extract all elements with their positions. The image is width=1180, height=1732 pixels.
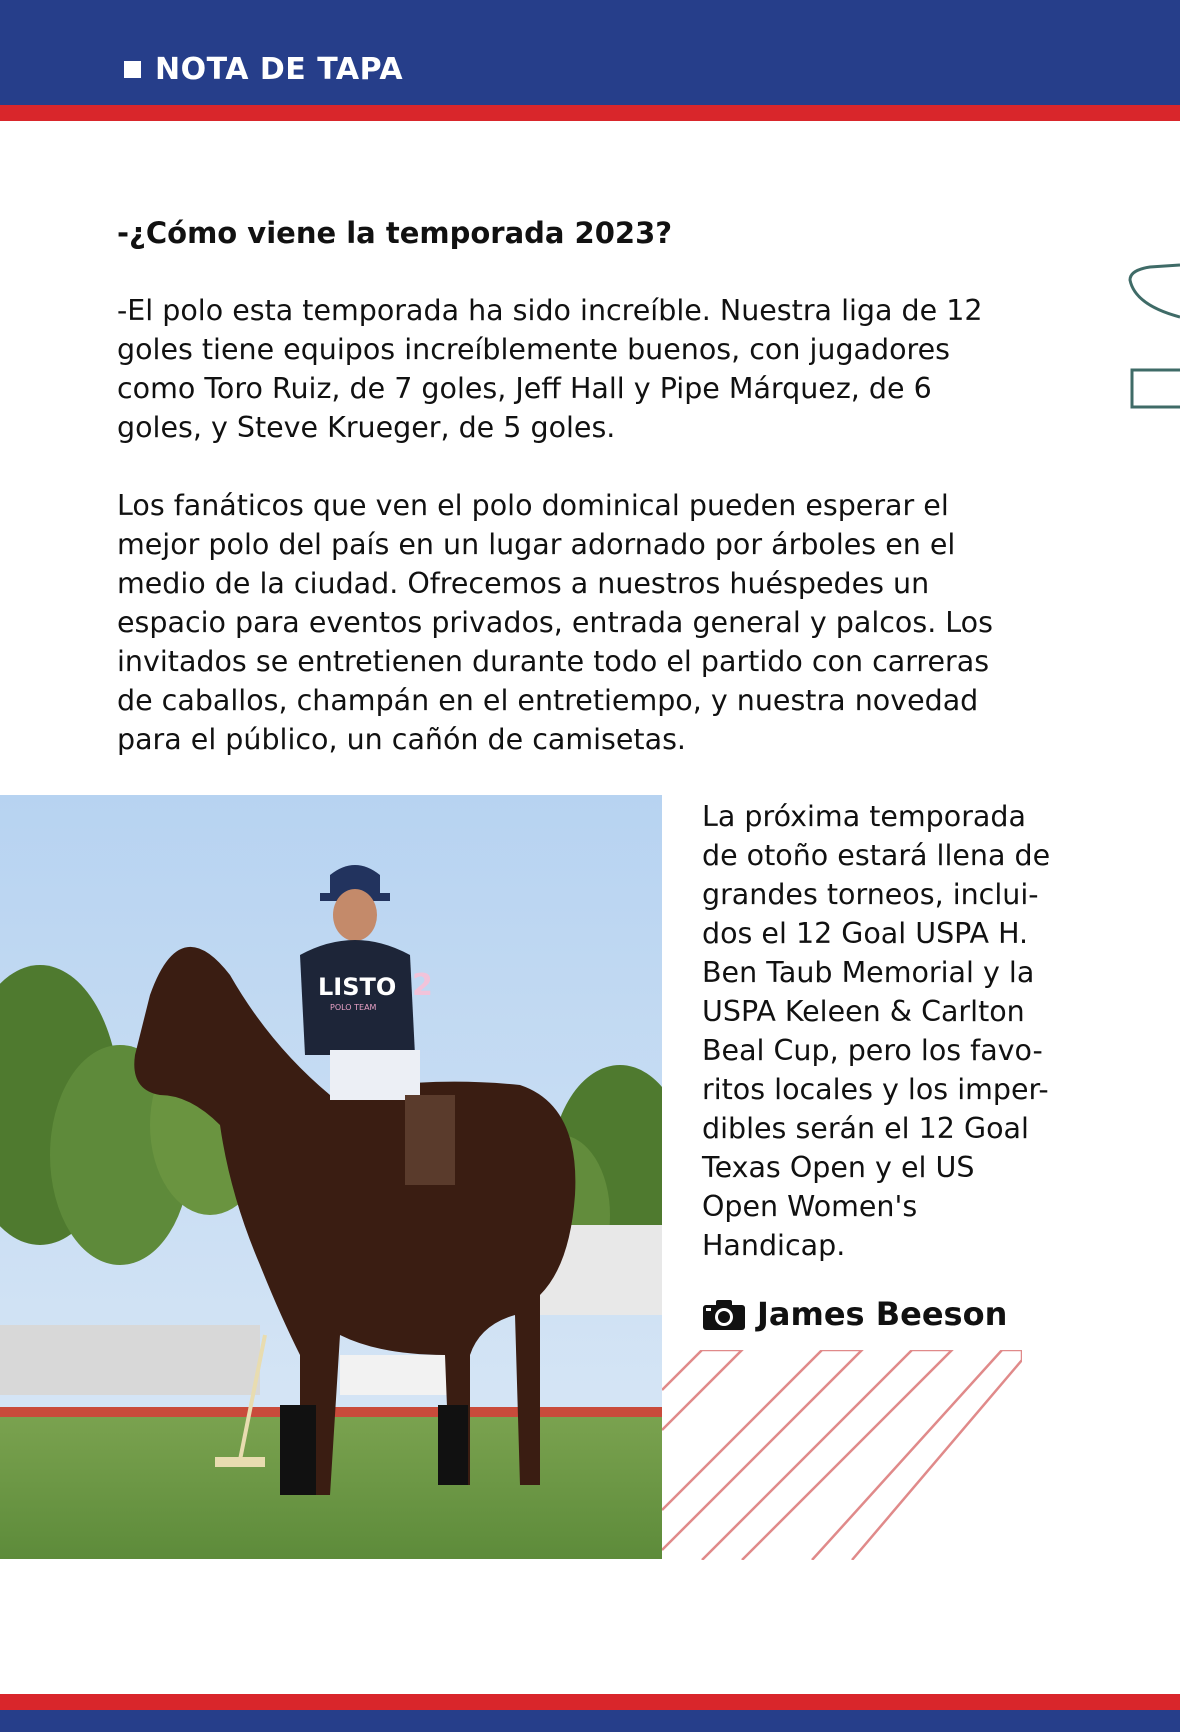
interview-question: -¿Cómo viene la temporada 2023? — [117, 216, 673, 250]
side-column-text: La próxima temporada de otoño estará llena de grandes torneos, inclui- dos el 12 Goal USPA H. Ben Taub Memorial y la USPA Keleen & Carlton Beal Cup, pero los favo- ritos locales y los imper- dibles serán el 12 Goal Texas Open y el US Open Women's Handicap. — [702, 800, 1051, 1262]
section-label: NOTA DE TAPA — [155, 52, 404, 87]
jersey-number: 2 — [412, 968, 433, 1003]
footer-red-stripe — [0, 1694, 1180, 1710]
answer-paragraph-2: Los fanáticos que ven el polo dominical pueden esperar el mejor polo del país en un lugar adornado por árboles en el medio de la ciudad. Ofrecemos a nuestros huéspedes un espacio para eventos privados, entrada general y palcos. Los invitados se entretienen durante todo el partido con carreras de caballos, champán en el entretiempo, y nuestra novedad para el público, un cañón de camisetas. — [117, 489, 993, 756]
jersey-brand: LISTO — [318, 973, 397, 1001]
jersey-sub: POLO TEAM — [330, 1003, 377, 1012]
answer-paragraph-1: -El polo esta temporada ha sido increíble. Nuestra liga de 12 goles tiene equipos increíblemente buenos, con jugadores como Toro Ruiz, de 7 goles, Jeff Hall y Pipe Márquez, de 6 goles, y Steve Krueger, de 5 goles. — [117, 294, 983, 444]
decorative-diagonal-stripes — [662, 1350, 1022, 1560]
header-red-stripe — [0, 105, 1180, 121]
footer-blue-bar — [0, 1710, 1180, 1732]
polo-player-photo — [0, 795, 662, 1559]
section-square-icon — [124, 61, 141, 78]
camera-icon — [703, 1300, 745, 1330]
photographer-name: James Beeson — [757, 1295, 1008, 1333]
decorative-outline-shapes — [1120, 255, 1180, 425]
